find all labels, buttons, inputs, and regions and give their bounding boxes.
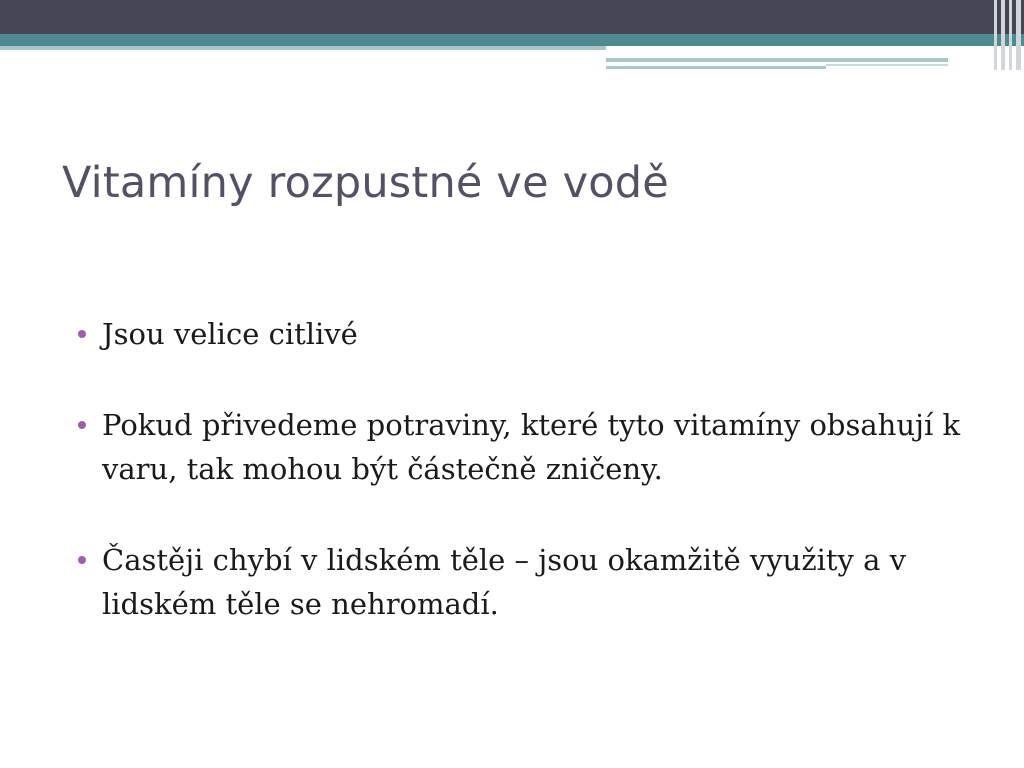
header-band-light xyxy=(0,46,606,50)
slide-title: Vitamíny rozpustné ve vodě xyxy=(62,158,669,208)
bullet-text: Častěji chybí v lidském těle – jsou okamžitě využity a v lidském těle se nehromadí. xyxy=(102,543,907,621)
decor-stripe xyxy=(1009,0,1012,70)
bullet-item xyxy=(78,403,978,491)
header-right-stripes xyxy=(990,0,1024,70)
bullet-icon xyxy=(78,330,86,338)
bullet-item xyxy=(78,312,978,356)
bullet-item xyxy=(78,538,978,626)
bullet-text: Jsou velice citlivé xyxy=(102,317,358,351)
header-band-teal xyxy=(0,34,1024,46)
header-step-line xyxy=(826,64,948,66)
bullet-text: Pokud přivedeme potraviny, které tyto vitamíny obsahují k varu, tak mohou být částečně zničeny. xyxy=(102,408,961,486)
bullet-icon xyxy=(78,556,86,564)
decor-stripe xyxy=(994,0,997,70)
bullet-icon xyxy=(78,421,86,429)
decor-stripe xyxy=(1016,0,1021,70)
header-step-line xyxy=(606,66,826,69)
header-step-line xyxy=(606,58,948,62)
bullet-list xyxy=(78,312,978,673)
header-band-dark xyxy=(0,0,1024,34)
decor-stripe xyxy=(1001,0,1005,70)
